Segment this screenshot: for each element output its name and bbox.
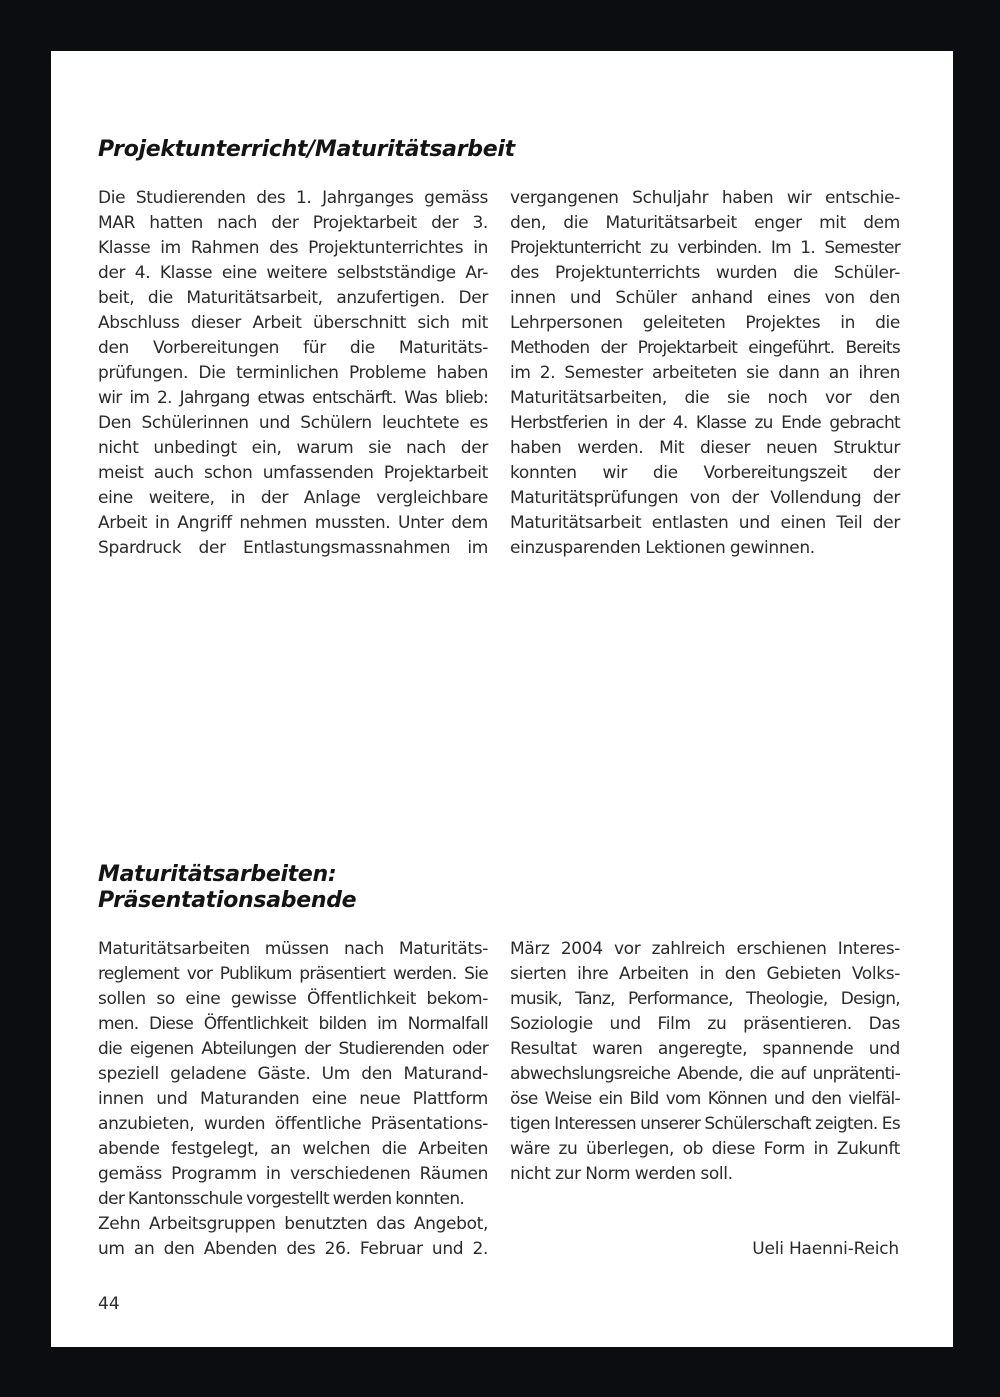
text-line: abwechslungsreiche Abende, die auf unprätenti- [510,1064,900,1084]
text-line: einzusparenden Lektionen gewinnen. [510,538,815,558]
text-line: MAR hatten nach der Projektarbeit der 3. [98,213,488,233]
text-line: den Vorbereitungen für die Maturitäts- [98,338,488,358]
author-signature: Ueli Haenni-Reich [752,1239,899,1259]
text-line: konnten wir die Vorbereitungszeit der [510,463,900,483]
text-line: reglement vor Publikum präsentiert werden. Sie [98,964,488,984]
text-line: eine weitere, in der Anlage vergleichbare [98,488,488,508]
text-line: um an den Abenden des 26. Februar und 2. [98,1239,488,1259]
text-line: Klasse im Rahmen des Projektunterrichtes in [98,238,488,258]
section-title-line: Maturitätsarbeiten: [98,862,337,887]
text-line: gemäss Programm in verschiedenen Räumen [98,1164,488,1184]
text-line: wäre zu überlegen, ob diese Form in Zukunft [510,1139,900,1159]
section-1-column-left [98,186,488,561]
section-title-praesentationsabende [98,862,356,914]
text-line: meist auch schon umfassenden Projektarbeit [98,463,488,483]
section-title-line: Projektunterricht/Maturitätsarbeit [98,137,515,162]
page-number: 44 [98,1294,120,1314]
text-line: prüfungen. Die terminlichen Probleme haben [98,363,488,383]
text-line: vergangenen Schuljahr haben wir entschie- [510,188,900,208]
section-2-column-right [510,937,900,1187]
text-line: nicht zur Norm werden soll. [510,1164,733,1184]
text-line: speziell geladene Gäste. Um den Maturand- [98,1064,488,1084]
text-line: wir im 2. Jahrgang etwas entschärft. Was blieb: [98,388,488,408]
text-line: Soziologie und Film zu präsentieren. Das [510,1014,900,1034]
text-line: sierten ihre Arbeiten in den Gebieten Volks- [510,964,900,984]
text-line: öse Weise ein Bild vom Können und den vielfäl- [510,1089,900,1109]
text-line: des Projektunterrichts wurden die Schüler- [510,263,900,283]
text-line: Maturitätsarbeiten müssen nach Maturitäts- [98,939,488,959]
section-title-line: Präsentationsabende [98,888,357,913]
text-line: den, die Maturitätsarbeit enger mit dem [510,213,900,233]
text-line: März 2004 vor zahlreich erschienen Interes- [510,939,900,959]
section-2-column-left [98,937,488,1262]
text-line: Maturitätsarbeit entlasten und einen Teil der [510,513,900,533]
text-line: Abschluss dieser Arbeit überschnitt sich mit [98,313,488,333]
text-line: musik, Tanz, Performance, Theologie, Design, [510,989,900,1009]
text-line: beit, die Maturitätsarbeit, anzufertigen. Der [98,288,488,308]
document-page [51,51,953,1347]
text-line: tigen Interessen unserer Schülerschaft zeigten. Es [510,1114,900,1134]
text-line: Herbstferien in der 4. Klasse zu Ende gebracht [510,413,900,433]
text-line: Arbeit in Angriff nehmen mussten. Unter dem [98,513,488,533]
text-line: innen und Maturanden eine neue Plattform [98,1089,488,1109]
text-line: men. Diese Öffentlichkeit bilden im Normalfall [98,1014,488,1034]
text-line: Projektunterricht zu verbinden. Im 1. Semester [510,238,900,258]
text-line: innen und Schüler anhand eines von den [510,288,900,308]
text-line: abende festgelegt, an welchen die Arbeiten [98,1139,488,1159]
text-line: Methoden der Projektarbeit eingeführt. Bereits [510,338,900,358]
text-line: Die Studierenden des 1. Jahrganges gemäss [98,188,488,208]
text-line: Lehrpersonen geleiteten Projektes in die [510,313,900,333]
text-line: anzubieten, wurden öffentliche Präsentations- [98,1114,488,1134]
text-line: der 4. Klasse eine weitere selbstständige Ar- [98,263,488,283]
text-line: die eigenen Abteilungen der Studierenden oder [98,1039,488,1059]
text-line: Spardruck der Entlastungsmassnahmen im [98,538,488,558]
text-line: nicht unbedingt ein, warum sie nach der [98,438,488,458]
text-line: Maturitätsarbeiten, die sie noch vor den [510,388,900,408]
text-line: Resultat waren angeregte, spannende und [510,1039,900,1059]
section-title-projektunterricht [98,137,515,163]
text-line: sollen so eine gewisse Öffentlichkeit bekom- [98,989,488,1009]
text-line: der Kantonsschule vorgestellt werden konnten. [98,1189,465,1209]
section-1-column-right [510,186,900,561]
text-line: Den Schülerinnen und Schülern leuchtete es [98,413,488,433]
text-line: im 2. Semester arbeiteten sie dann an ihren [510,363,900,383]
text-line: haben werden. Mit dieser neuen Struktur [510,438,900,458]
text-line: Zehn Arbeitsgruppen benutzten das Angebot, [98,1214,488,1234]
text-line: Maturitätsprüfungen von der Vollendung der [510,488,900,508]
